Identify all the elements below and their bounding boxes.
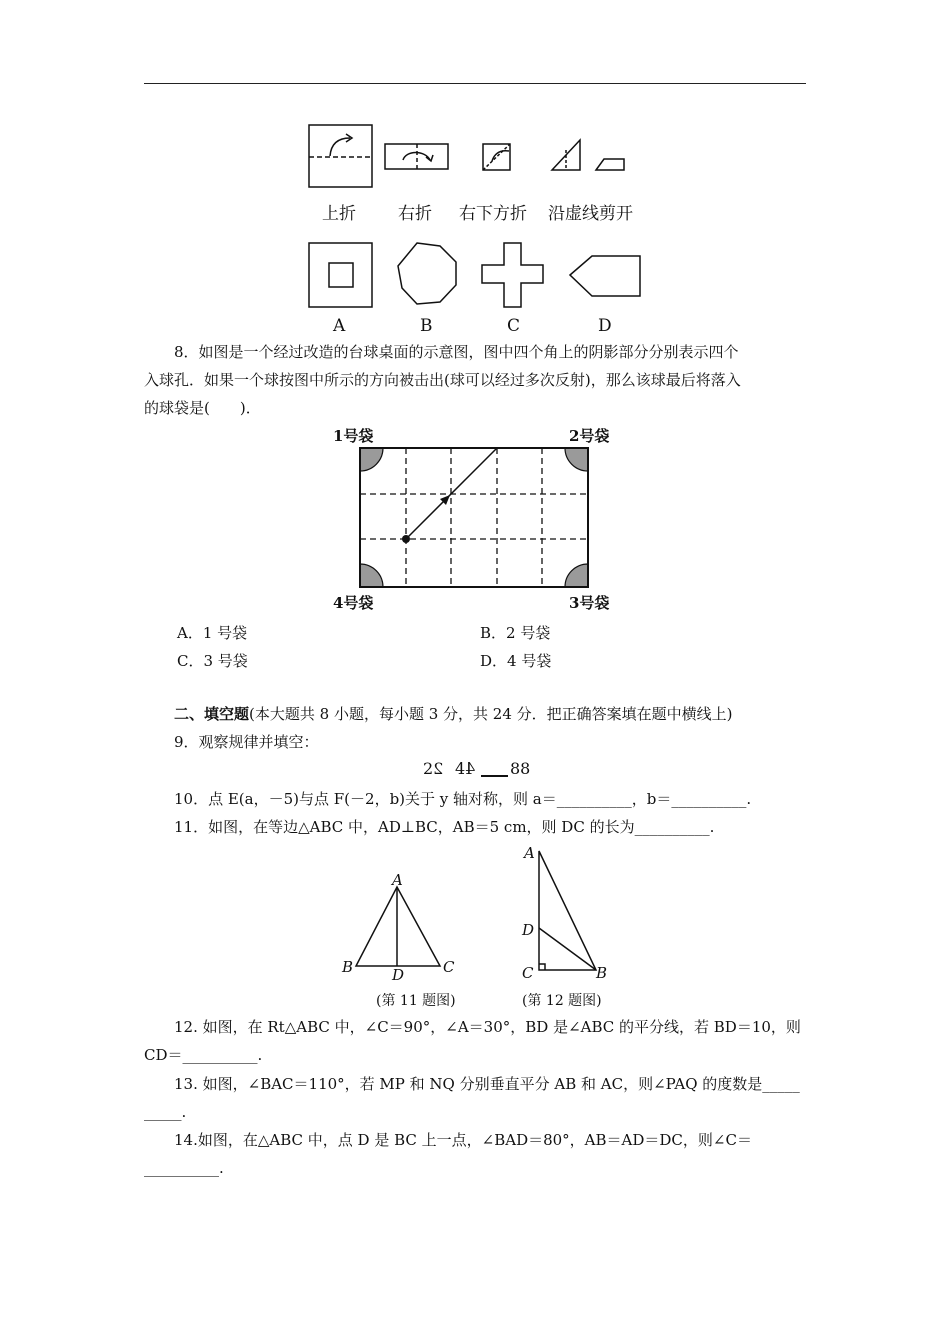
pocket-2 <box>565 448 588 471</box>
option-d-label: D <box>598 316 612 336</box>
section2-header <box>174 704 836 724</box>
q8-text-line3: 的球袋是( )． <box>144 399 261 417</box>
option-a-label: A <box>333 316 346 336</box>
q9-seq-1 <box>423 759 443 778</box>
step-label-right: 右折 <box>398 204 432 224</box>
q8-option-a: A．1 号袋 <box>177 624 248 642</box>
q11-text: 11．如图，在等边△ABC 中，AD⊥BC，AB＝5 cm，则 DC 的长为__________. <box>174 818 715 836</box>
pocket-3-label: 3号袋 <box>569 594 610 612</box>
q12-point-b: B <box>596 964 608 982</box>
q9-seq-3-left: 8 <box>510 759 521 778</box>
q10-text: 10．点 E(a，－5)与点 F(－2，b)关于 y 轴对称，则 a＝__________，b＝__________. <box>174 790 752 808</box>
q9-seq-2 <box>455 759 475 778</box>
q12-point-d: D <box>522 921 535 939</box>
q9-seq-2-mirror: 4 <box>465 759 476 778</box>
pocket-3 <box>565 564 588 587</box>
q9-seq-2-left: 4 <box>455 759 466 778</box>
q9-text: 9．观察规律并填空： <box>174 733 319 751</box>
q11-triangle-figure <box>340 870 460 985</box>
q9-answer-blank[interactable] <box>481 775 508 777</box>
q8-option-d: D．4 号袋 <box>480 652 552 670</box>
q8-text-line1: 8．如图是一个经过改造的台球桌面的示意图，图中四个角上的阴影部分分别表示四个 <box>174 343 739 361</box>
shape-b <box>398 243 456 304</box>
q8-option-b: B．2 号袋 <box>480 624 551 642</box>
billiard-table-figure <box>355 443 595 593</box>
q14-text-line2: __________. <box>144 1159 224 1177</box>
shape-d <box>570 256 640 296</box>
q12-triangle-figure <box>520 840 615 985</box>
q13-text-line2: _____. <box>144 1103 187 1121</box>
shape-a <box>309 243 372 307</box>
q9-seq-3 <box>510 759 530 778</box>
ball <box>402 535 410 543</box>
q12-point-c: C <box>522 964 534 982</box>
q8-option-c: C．3 号袋 <box>177 652 248 670</box>
q12-point-a: A <box>524 844 535 862</box>
section2-heading: 二、填空题 <box>174 705 250 723</box>
q9-seq-1-mirror: 2 <box>433 759 444 778</box>
q7-fold-steps-figure <box>300 120 660 195</box>
option-b-label: B <box>420 316 433 336</box>
header-rule <box>144 83 806 84</box>
shape-c <box>482 243 543 307</box>
pocket-2-label: 2号袋 <box>569 427 610 445</box>
pocket-1-label: 1号袋 <box>333 427 374 445</box>
q12-text-line2: CD＝__________. <box>144 1046 263 1064</box>
step-label-up: 上折 <box>322 204 356 224</box>
fold-step-right <box>385 144 448 169</box>
q12-text-line1: 12. 如图，在 Rt△ABC 中，∠C＝90°，∠A＝30°，BD 是∠ABC 的平分线，若 BD＝10，则 <box>174 1018 801 1036</box>
q14-text-line1: 14.如图，在△ABC 中，点 D 是 BC 上一点，∠BAD＝80°，AB＝AD＝DC，则∠C＝ <box>174 1131 752 1149</box>
fold-step-cut <box>552 140 624 170</box>
q13-text-line1: 13. 如图，∠BAC＝110°，若 MP 和 NQ 分别垂直平分 AB 和 AC，则∠PAQ 的度数是_____ <box>174 1075 800 1093</box>
q11-point-c: C <box>443 958 455 976</box>
fold-step-down-right <box>483 144 510 170</box>
pocket-1 <box>360 448 383 471</box>
q9-seq-3-mirror: 8 <box>520 759 531 778</box>
q11-point-a: A <box>392 871 403 889</box>
q11-point-b: B <box>342 958 354 976</box>
fold-step-up <box>309 125 372 187</box>
q7-answer-shapes <box>300 238 660 313</box>
pocket-4-label: 4号袋 <box>333 594 374 612</box>
step-label-cut: 沿虚线剪开 <box>548 204 633 224</box>
q9-seq-1-left: 2 <box>423 759 434 778</box>
q8-text-line2: 入球孔．如果一个球按图中所示的方向被击出(球可以经过多次反射)，那么该球最后将落入 <box>144 371 741 389</box>
q12-caption: (第 12 题图) <box>522 993 602 1009</box>
q11-point-d: D <box>392 966 405 984</box>
pocket-4 <box>360 564 383 587</box>
section2-desc: (本大题共 8 小题，每小题 3 分，共 24 分．把正确答案填在题中横线上) <box>249 705 733 723</box>
option-c-label: C <box>507 316 521 336</box>
step-label-down-right: 右下方折 <box>459 204 527 224</box>
q11-caption: (第 11 题图) <box>376 993 456 1009</box>
